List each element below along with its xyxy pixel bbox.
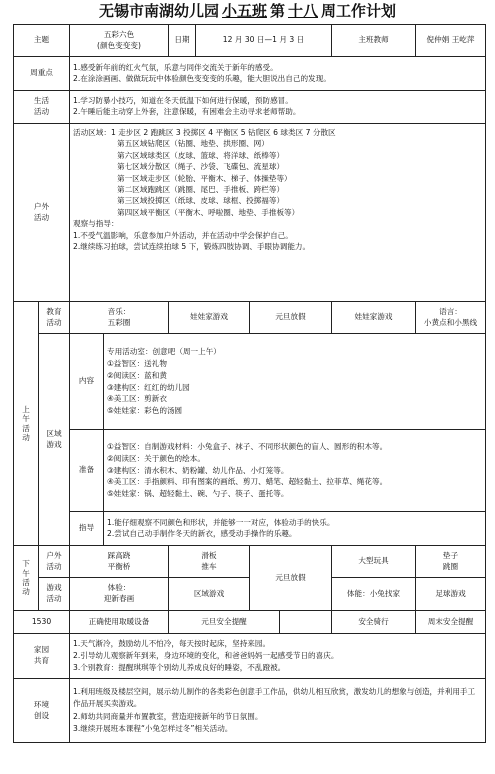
outdoor-label-line: 活动 [33,212,50,222]
theme-value [70,25,169,57]
s1530-row [14,611,486,634]
title-school: 无锡市南湖幼儿园 [98,2,219,20]
afternoon-game-3: 体能：小兔找家 [332,578,416,611]
afternoon-game-4: 足球游戏 [416,578,486,611]
family-row [14,634,486,679]
morning-label-char: 上 [22,404,30,414]
s1530-label: 1530 [14,611,70,634]
afternoon-outdoor-2-line: 推车 [201,561,217,571]
edu-music-line: 五彩圈 [107,317,131,327]
morning-label [14,302,39,546]
edu-zone-2: 娃娃家游戏 [332,302,416,334]
zone-label [39,334,70,546]
afternoon-game-label-line: 游戏 [46,583,62,593]
s1530-value-1: 正确使用取暖设备 [70,611,169,634]
env-content [70,679,486,743]
weekly-plan-table [13,24,486,743]
list-item: 2.引导幼儿观察新年到来，身边环境的变化，和爸爸妈妈一起感受节日的喜庆。 [73,651,339,661]
list-item: 1.感受新年前的红火气氛，乐意与同伴交流关于新年的感受。 [73,62,278,72]
afternoon-outdoor-2 [169,546,250,578]
title-week-prefix: 第 [269,2,285,20]
afternoon-game-1 [70,578,169,611]
list-item: ①益智区：送礼物 [107,358,167,368]
date-value: 12 月 30 日—1 月 3 日 [196,25,332,57]
list-item: 1.不受气温影响，乐意参加户外活动，并在活动中学会保护自己。 [73,230,293,240]
afternoon-outdoor-1-line: 平衡桥 [107,561,131,571]
afternoon-outdoor-label-line: 户外 [46,550,62,560]
list-item: ④美工区：手指颜料、印有图案的画纸、剪刀、蜡笔、超轻黏土、拉菲草、绳花等。 [107,477,388,487]
afternoon-game-label [39,578,70,611]
edu-language [416,302,486,334]
list-item: 2.继续练习拍球，尝试连续拍球 5 下，锻炼四肢协调、手眼协调能力。 [73,241,311,251]
zone-guide-label: 指导 [70,512,104,546]
afternoon-outdoor-3: 大型玩具 [332,546,416,578]
outdoor-label [14,124,70,302]
family-label-line: 家园 [33,645,50,655]
theme-value-line: 五彩六色 [103,29,135,39]
zone-guide [104,512,486,546]
afternoon-free-play: 元旦放假 [250,546,332,611]
zone-guide-row [14,512,486,546]
edu-language-line: 小黄点和小黑线 [423,317,478,327]
afternoon-label-char: 动 [22,587,30,597]
outdoor-content [70,124,486,302]
list-item: 1.能仔细观察不同颜色和形状，并能够一一对应，体验动手的快乐。 [107,517,335,527]
list-item: 1.学习防暴小技巧，知道在冬天低温下如何进行保暖，预防感冒。 [73,96,293,106]
afternoon-outdoor-2-line: 滑板 [201,550,217,560]
page-title [0,0,495,24]
afternoon-label-char: 下 [22,559,30,569]
zone-label-line: 游戏 [46,439,62,449]
edu-language-line: 语言： [439,306,462,316]
s1530-value-4: 周末安全提醒 [416,611,486,634]
weekly-focus-label: 周重点 [14,57,70,91]
list-item: 第四区域平衡区（平衡木、呼啦圈、地垫、手推板等） [117,207,300,217]
edu-zone-1: 娃娃家游戏 [169,302,250,334]
zone-content-label: 内容 [70,334,104,430]
life-row [14,91,486,124]
afternoon-outdoor-1-line: 踩高跷 [107,550,131,560]
list-item: 第三区域投掷区（纸球、皮球、球框、投掷福等） [117,196,285,206]
morning-label-char: 动 [22,432,30,442]
env-label-line: 创设 [33,710,50,720]
list-item: 第五区域钻爬区（钻圈、地垫、拱形圈、网） [117,139,269,149]
list-item: 3.个别教育：提醒琪琪等个别幼儿养成良好的睡姿，不乱蹬被。 [73,662,286,672]
s1530-value-2: 元旦安全提醒 [169,611,280,634]
list-item: 专用活动室：创意吧（周一上午） [107,347,221,357]
header-row [14,25,486,57]
outdoor-intro: 活动区域：1 走步区 2 跑跳区 3 投掷区 4 平衡区 5 钻爬区 6 球类区 7 分散区 [73,128,336,137]
edu-label-line: 教育 [46,306,62,316]
zone-label-line: 区域 [46,428,62,438]
weekly-focus-row [14,57,486,91]
edu-free-play: 元旦放假 [250,302,332,334]
edu-music-line: 音乐： [107,306,131,316]
s1530-blank [280,611,332,634]
family-label [14,634,70,679]
zone-prep-label: 准备 [70,430,104,512]
list-item: ⑤娃娃家：锅、超轻黏土、碗、勺子、筷子、蛋托等。 [107,489,289,499]
morning-edu-row [14,302,486,334]
family-content [70,634,486,679]
list-item: 1.利用班级及楼层空间，展示幼儿制作的各类彩色创意手工作品，供幼儿相互欣赏，激发幼儿的想象与创造，并利用手工作品开展买卖游戏。 [73,687,476,709]
list-item: 3.继续开展班本课程“小兔怎样过冬”相关活动。 [73,723,233,733]
title-week: 十八 [288,2,319,20]
list-item: ②阅读区：关于颜色的绘本。 [107,453,205,463]
afternoon-outdoor-row [14,546,486,578]
teacher-label: 主班教师 [332,25,416,57]
env-label [14,679,70,743]
afternoon-outdoor-4-line: 跳圈 [442,561,459,571]
s1530-value-3: 安全骑行 [332,611,416,634]
afternoon-label-char: 活 [22,578,30,587]
life-content [70,91,486,124]
edu-music [70,302,169,334]
date-label: 日期 [169,25,196,57]
list-item: ④美工区：剪新衣 [107,394,167,404]
theme-label: 主题 [14,25,70,57]
edu-label [39,302,70,334]
list-item: 第一区域走步区（轮胎、平衡木、梯子、体操垫等） [117,173,292,183]
afternoon-game-1-line: 体验： [107,583,131,593]
life-label [14,91,70,124]
afternoon-game-label-line: 活动 [46,594,62,603]
afternoon-outdoor-1 [70,546,169,578]
life-label-line: 生活 [33,96,50,106]
afternoon-outdoor-label-line: 活动 [46,561,62,571]
list-item: 第六区域球类区（皮球、篮球、将洋球、纸棒等） [117,150,285,160]
teacher-value: 倪仲娟 王屹萍 [416,25,486,57]
weekly-focus-content [70,57,486,91]
family-label-line: 共育 [33,656,50,665]
outdoor-row [14,124,486,302]
title-class: 小五班 [221,2,267,20]
afternoon-game-2: 区域游戏 [169,578,250,611]
zone-content [104,334,486,430]
zone-prep-row [14,430,486,512]
afternoon-outdoor-4 [416,546,486,578]
env-row [14,679,486,743]
list-item: ②阅读区：蓝和黄 [107,370,167,380]
morning-label-char: 午 [22,414,30,424]
morning-label-char: 活 [22,423,30,433]
afternoon-game-1-line: 迎新春画 [103,594,135,603]
list-item: ⑤娃娃家：彩色的汤圆 [107,406,183,416]
outdoor-label-line: 户外 [33,201,50,211]
list-item: 2.尝试自己动手制作冬天的新衣，感受动手操作的乐趣。 [107,528,297,538]
afternoon-label [14,546,39,611]
list-item: ③建构区：红红的幼儿园 [107,382,190,392]
list-item: 2.师幼共同商量并布置教室，营造迎接新年的节日氛围。 [73,711,263,721]
zone-content-row [14,334,486,430]
zone-prep [104,430,486,512]
list-item: 第七区域分散区（绳子、沙袋、飞碟包、流星球） [117,162,285,172]
life-label-line: 活动 [33,107,50,116]
list-item: 2.在涂涂画画、做做玩玩中体验颜色变变变的乐趣，能大胆说出自己的发现。 [73,73,331,83]
edu-label-line: 活动 [46,317,62,327]
afternoon-outdoor-4-line: 垫子 [442,550,459,560]
list-item: 2.午睡后能主动穿上外套，注意保暖，有困难会主动寻求老师帮助。 [73,107,301,116]
afternoon-outdoor-label [39,546,70,578]
list-item: ③建构区：清水积木、奶粉罐、幼儿作品、小灯笼等。 [107,465,289,475]
title-suffix: 周工作计划 [321,2,397,20]
env-label-line: 环境 [33,699,50,709]
list-item: 第二区域跑跳区（跳圈、尾巴、手推板、跨栏等） [117,184,285,194]
theme-value-line: (颜色变变变) [97,40,141,50]
list-item: ①益智区：自制游戏材料：小兔盒子、袜子、不同形状颜色的盲人、圆形的积木等。 [107,442,388,452]
outdoor-guide-title: 观察与指导： [73,219,119,229]
afternoon-label-char: 午 [22,568,30,578]
list-item: 1.天气渐冷，鼓励幼儿不怕冷，每天按时起床，坚持来园。 [73,639,271,649]
